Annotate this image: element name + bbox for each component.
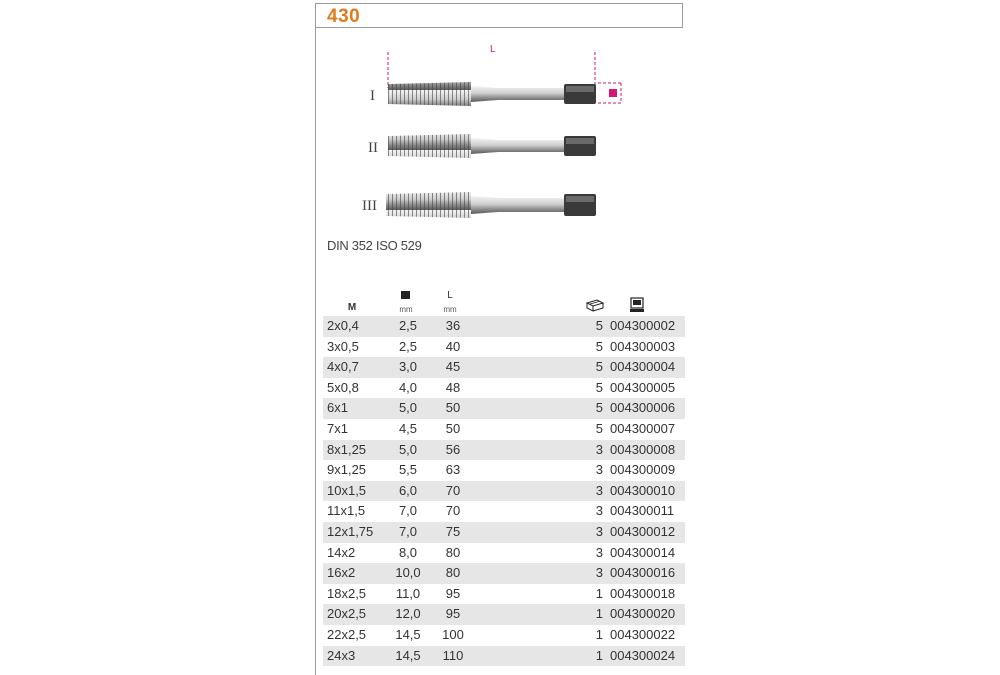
cell-square: 8,0 <box>398 544 418 560</box>
table-row <box>323 481 685 502</box>
tap-I <box>370 82 596 106</box>
package-quantity-icon <box>585 298 605 312</box>
cell-quantity: 1 <box>595 647 603 663</box>
cell-size: 2x0,4 <box>327 318 359 333</box>
cell-size: 24x3 <box>327 647 356 663</box>
cell-size: 5x0,8 <box>327 379 359 395</box>
cell-code: 004300005 <box>610 379 676 395</box>
cell-code: 004300012 <box>610 523 676 539</box>
cell-code: 004300007 <box>610 420 676 436</box>
cell-length: 70 <box>445 482 461 498</box>
tap-label-III: III <box>362 198 377 214</box>
header-length: L <box>447 290 453 301</box>
cell-quantity: 3 <box>595 462 603 478</box>
cell-code: 004300011 <box>610 503 675 519</box>
cell-code: 004300008 <box>610 441 676 457</box>
cell-code: 004300004 <box>610 359 676 375</box>
table-row <box>323 501 685 522</box>
cell-code: 004300010 <box>610 482 676 498</box>
cell-code: 004300018 <box>610 585 676 601</box>
table-row <box>323 316 685 337</box>
table-row <box>323 522 685 543</box>
cell-code: 004300014 <box>610 544 676 560</box>
cell-length: 63 <box>445 462 461 478</box>
cell-code: 004300024 <box>610 647 676 663</box>
cell-size: 4x0,7 <box>327 359 359 375</box>
standard-label: DIN 352 ISO 529 <box>327 238 422 253</box>
tap-II <box>368 134 596 158</box>
cell-square: 7,0 <box>398 503 418 519</box>
taps-illustration <box>316 30 682 260</box>
square-drive-icon <box>401 291 410 299</box>
cell-size: 9x1,25 <box>327 462 367 478</box>
tap-label-II: II <box>368 140 378 156</box>
cell-square: 3,0 <box>398 359 418 375</box>
cell-length: 110 <box>442 647 464 663</box>
cell-length: 36 <box>445 318 461 333</box>
table-row <box>323 398 685 419</box>
cell-length: 95 <box>445 585 461 601</box>
cell-size: 20x2,5 <box>327 606 367 622</box>
cell-square: 6,0 <box>398 482 418 498</box>
cell-quantity: 5 <box>595 318 603 333</box>
cell-size: 16x2 <box>327 565 356 581</box>
cell-quantity: 1 <box>595 606 603 622</box>
cell-length: 48 <box>445 379 461 395</box>
cell-quantity: 5 <box>595 379 603 395</box>
cell-quantity: 5 <box>595 420 603 436</box>
cell-quantity: 3 <box>595 482 603 498</box>
cell-code: 004300003 <box>610 338 676 354</box>
cell-size: 11x1,5 <box>327 503 366 519</box>
cell-length: 80 <box>445 565 461 581</box>
cell-size: 6x1 <box>327 400 348 416</box>
square-marker <box>609 89 617 97</box>
product-table <box>323 316 685 666</box>
cell-square: 2,5 <box>398 318 418 333</box>
cell-code: 004300016 <box>610 565 676 581</box>
cell-length: 56 <box>445 441 461 457</box>
cell-length: 45 <box>445 359 461 375</box>
product-code-icon <box>629 297 645 313</box>
table-row <box>323 584 685 605</box>
table-row <box>323 563 685 584</box>
cell-length: 75 <box>445 523 461 539</box>
cell-square: 4,5 <box>398 420 418 436</box>
header-square-unit: mm <box>399 305 413 314</box>
cell-square: 5,5 <box>398 462 418 478</box>
cell-quantity: 5 <box>595 338 603 354</box>
table-row <box>323 440 685 461</box>
cell-length: 40 <box>445 338 461 354</box>
cell-square: 7,0 <box>398 523 418 539</box>
cell-length: 70 <box>445 503 461 519</box>
cell-square: 14,5 <box>395 647 421 663</box>
table-row <box>323 419 685 440</box>
cell-size: 12x1,75 <box>327 523 374 539</box>
cell-code: 004300006 <box>610 400 676 416</box>
cell-length: 80 <box>445 544 461 560</box>
cell-quantity: 3 <box>595 544 603 560</box>
tap-III <box>362 192 596 218</box>
cell-size: 10x1,5 <box>327 482 367 498</box>
cell-square: 12,0 <box>395 606 421 622</box>
cell-square: 5,0 <box>398 441 418 457</box>
table-row <box>323 460 685 481</box>
cell-size: 3x0,5 <box>327 338 359 354</box>
cell-length: 100 <box>442 626 464 642</box>
cell-code: 004300002 <box>610 318 676 333</box>
cell-length: 95 <box>445 606 461 622</box>
table-row <box>323 378 685 399</box>
cell-quantity: 1 <box>595 585 603 601</box>
cell-code: 004300009 <box>610 462 676 478</box>
cell-quantity: 3 <box>595 523 603 539</box>
header-size: M <box>347 302 357 313</box>
cell-quantity: 5 <box>595 359 603 375</box>
cell-quantity: 3 <box>595 441 603 457</box>
table-row <box>323 337 685 358</box>
cell-quantity: 1 <box>595 626 603 642</box>
cell-size: 7x1 <box>327 420 348 436</box>
title-box <box>315 3 683 28</box>
table-row <box>323 357 685 378</box>
cell-square: 5,0 <box>398 400 418 416</box>
table-row <box>323 604 685 625</box>
table-row <box>323 646 685 667</box>
cell-length: 50 <box>445 420 461 436</box>
product-number-title: 430 <box>327 6 361 27</box>
cell-length: 50 <box>445 400 461 416</box>
cell-square: 11,0 <box>395 585 421 601</box>
cell-square: 14,5 <box>395 626 421 642</box>
cell-size: 18x2,5 <box>327 585 367 601</box>
cell-code: 004300020 <box>610 606 676 622</box>
cell-size: 22x2,5 <box>327 626 367 642</box>
tap-label-I: I <box>370 88 375 104</box>
cell-code: 004300022 <box>610 626 676 642</box>
cell-square: 2,5 <box>398 338 418 354</box>
cell-quantity: 3 <box>595 565 603 581</box>
cell-size: 8x1,25 <box>327 441 367 457</box>
cell-square: 10,0 <box>395 565 421 581</box>
header-length-unit: mm <box>443 305 457 314</box>
table-row <box>323 543 685 564</box>
table-row <box>323 625 685 646</box>
cell-size: 14x2 <box>327 544 356 560</box>
cell-square: 4,0 <box>398 379 418 395</box>
dimension-label-L: L <box>490 44 496 55</box>
cell-quantity: 5 <box>595 400 603 416</box>
cell-quantity: 3 <box>595 503 603 519</box>
